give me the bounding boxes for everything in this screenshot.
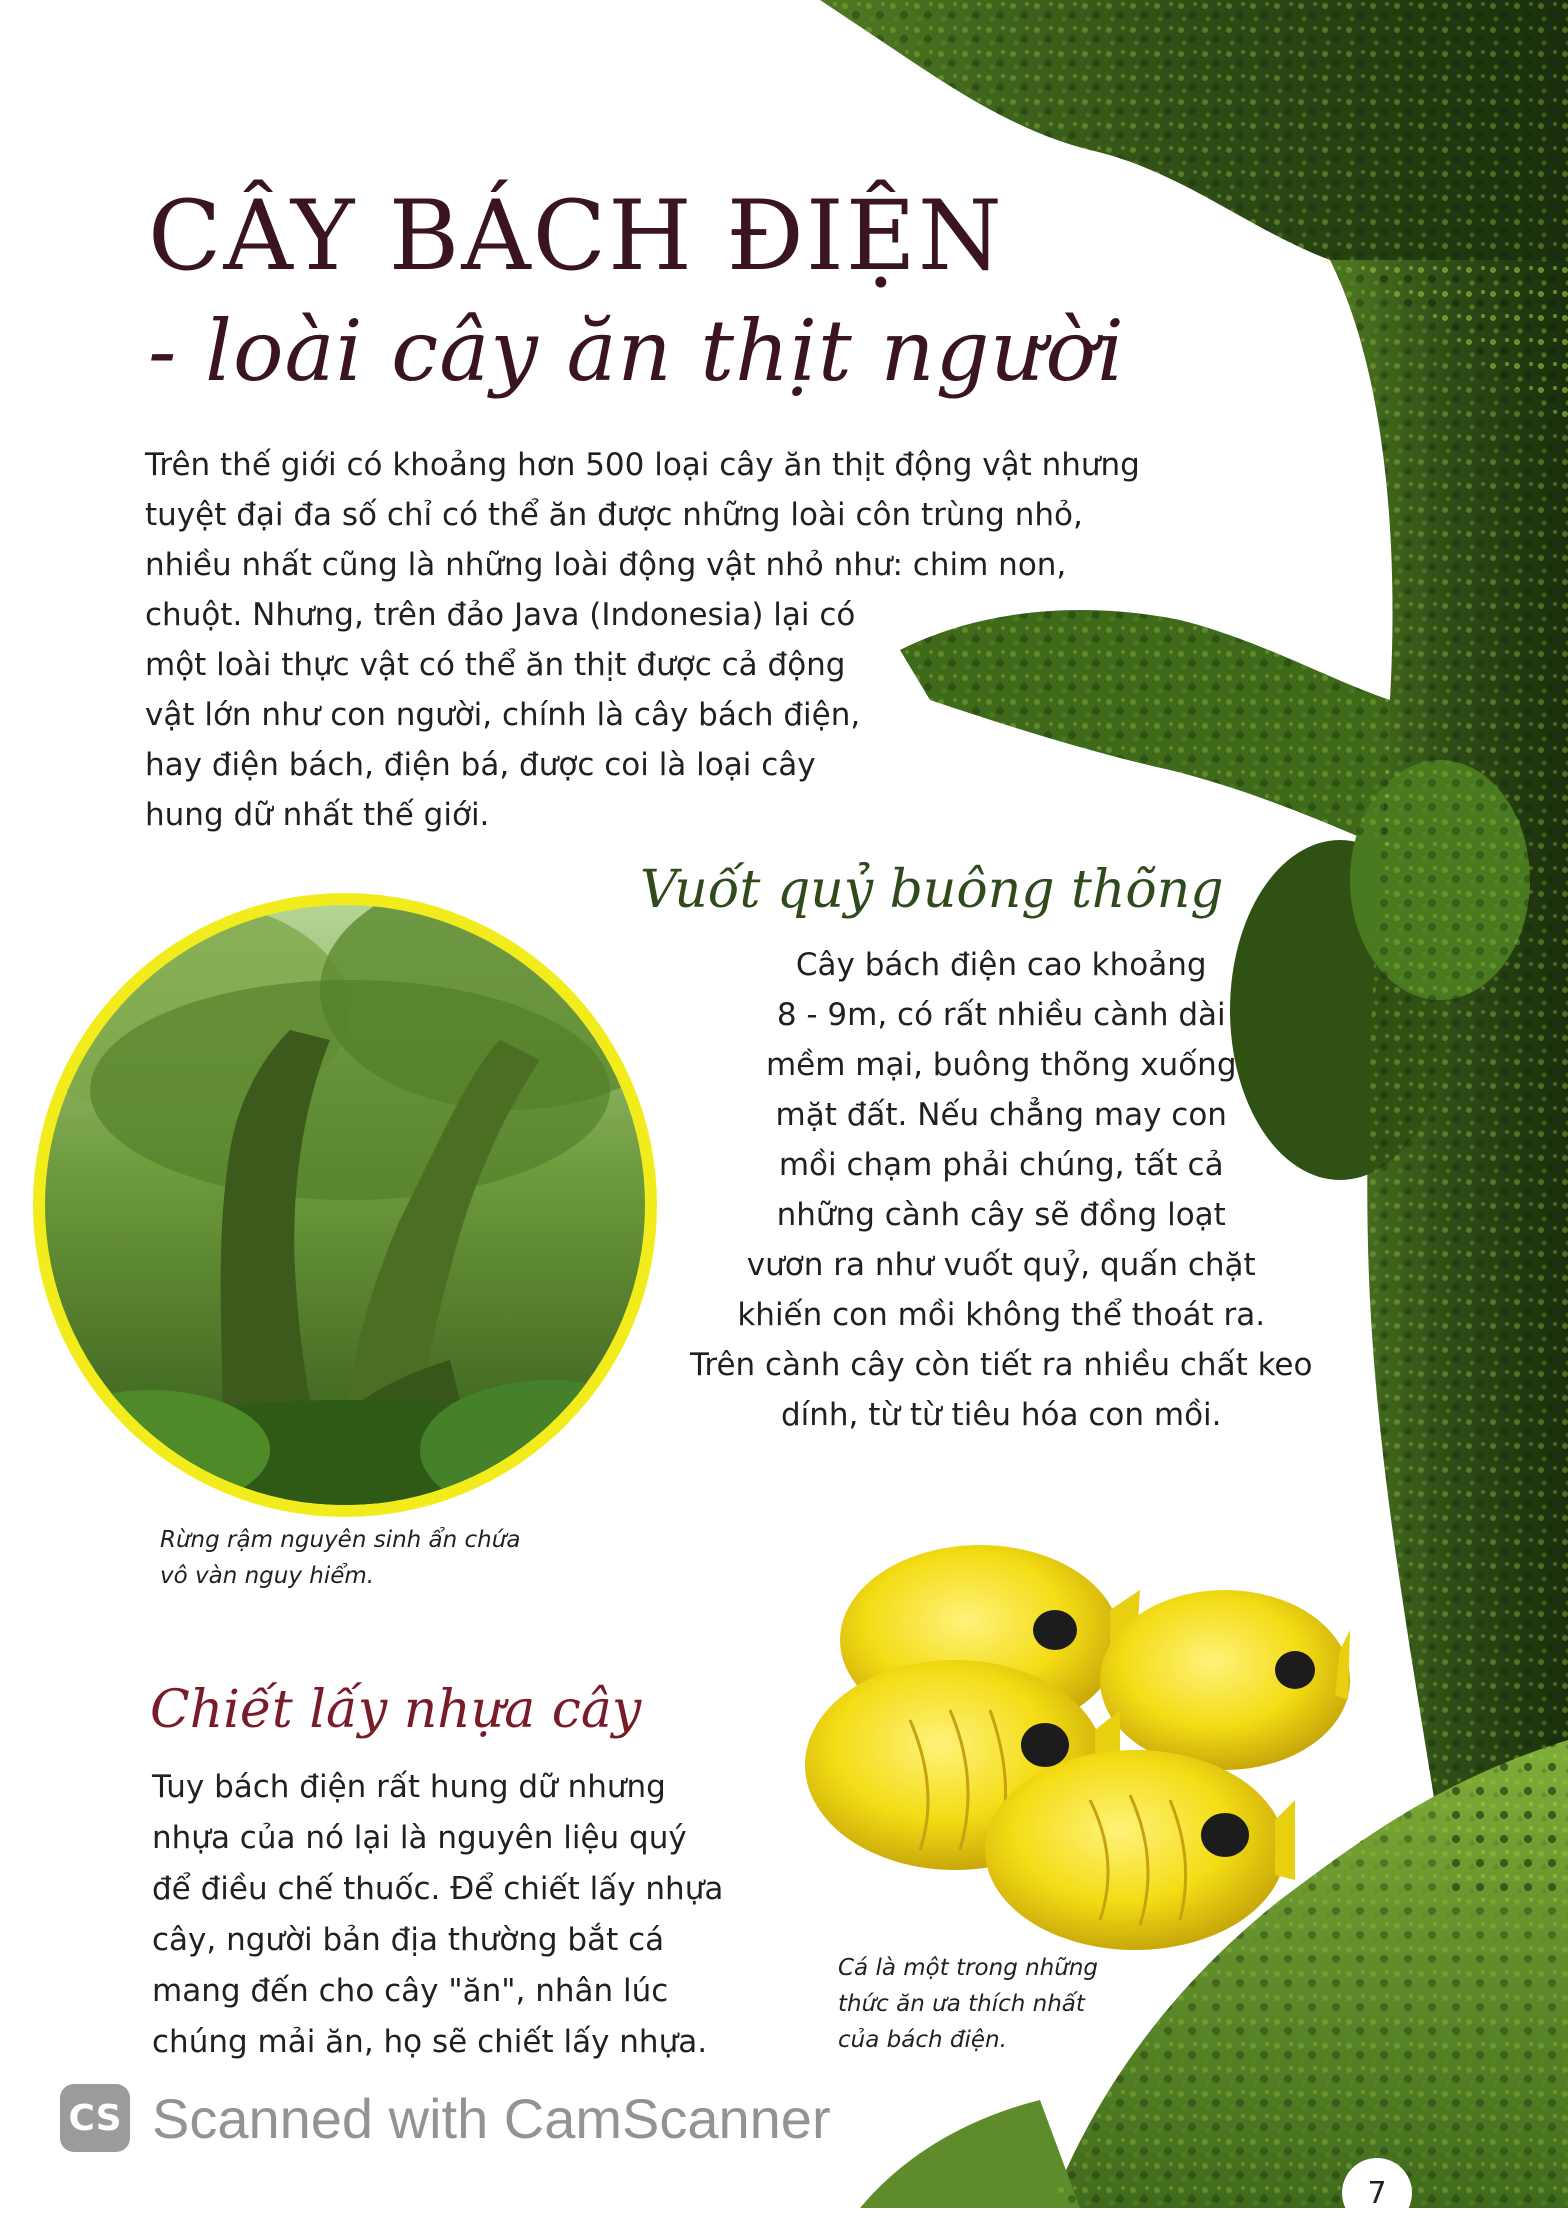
section-heading-chiet-nhua: Chiết lấy nhựa cây [150,1680,642,1740]
fish-caption-line: Cá là một trong những [838,1955,1099,1981]
vuot-line: những cành cây sẽ đồng loạt [776,1197,1226,1233]
vuot-line: mồi chạm phải chúng, tất cả [778,1147,1224,1183]
vuot-line: mềm mại, buông thõng xuống [765,1047,1237,1083]
vuot-line: Trên cành cây còn tiết ra nhiều chất keo [690,1347,1313,1383]
vuot-line: mặt đất. Nếu chẳng may con [775,1097,1227,1133]
intro-paragraph [145,440,1140,840]
vuot-quy-paragraph [690,940,1312,1440]
chiet-line: Tuy bách điện rất hung dữ nhưng [152,1769,666,1805]
forest-caption-line: vô vàn nguy hiểm. [160,1563,375,1589]
chiet-line: cây, người bản địa thường bắt cá [152,1922,665,1958]
chiet-nhua-paragraph [152,1762,723,2068]
camscanner-watermark [60,2084,831,2152]
intro-line: vật lớn như con người, chính là cây bách điện, [145,697,861,733]
vuot-line: Cây bách điện cao khoảng [795,947,1207,983]
camscanner-logo-text: CS [68,2097,122,2139]
butterflyfish-photo [790,1530,1350,1950]
chiet-line: nhựa của nó lại là nguyên liệu quý [152,1820,687,1856]
fish-4 [985,1750,1295,1950]
intro-line: tuyệt đại đa số chỉ có thể ăn được những loài côn trùng nhỏ, [145,497,1083,533]
page-title: CÂY BÁCH ĐIỆN [148,180,1004,292]
forest-caption-line: Rừng rậm nguyên sinh ẩn chứa [160,1527,521,1553]
page-number: 7 [1367,2175,1387,2211]
vuot-line: dính, từ từ tiêu hóa con mồi. [780,1397,1222,1433]
fish-caption-line: thức ăn ưa thích nhất [838,1991,1085,2017]
forest-caption [160,1522,520,1594]
intro-line: hay điện bách, điện bá, được coi là loại cây [145,747,816,783]
fish-caption-line: của bách điện. [838,2027,1007,2053]
fish-caption [838,1950,1098,2058]
intro-line: chuột. Nhưng, trên đảo Java (Indonesia) lại có [145,597,856,633]
vuot-line: khiến con mồi không thể thoát ra. [737,1297,1266,1333]
vuot-line: 8 - 9m, có rất nhiều cành dài [776,997,1226,1033]
intro-line: nhiều nhất cũng là những loài động vật nhỏ như: chim non, [145,547,1067,583]
intro-line: hung dữ nhất thế giới. [145,797,490,833]
fish-2 [1100,1590,1350,1770]
page-subtitle: - loài cây ăn thịt người [148,302,1125,400]
chiet-line: chúng mải ăn, họ sẽ chiết lấy nhựa. [152,2024,708,2060]
section-heading-vuot-quy: Vuốt quỷ buông thõng [640,860,1224,920]
forest-photo [30,890,660,1520]
chiet-line: mang đến cho cây "ăn", nhân lúc [152,1973,669,2009]
intro-line: một loài thực vật có thể ăn thịt được cả động [145,647,846,683]
camscanner-logo-icon [60,2084,130,2152]
page-number-badge [1342,2158,1412,2228]
chiet-line: để điều chế thuốc. Để chiết lấy nhựa [152,1871,724,1907]
intro-line: Trên thế giới có khoảng hơn 500 loại cây ăn thịt động vật nhưng [145,447,1140,483]
vuot-line: vươn ra như vuốt quỷ, quấn chặt [746,1247,1256,1283]
watermark-text: Scanned with CamScanner [152,2086,831,2150]
